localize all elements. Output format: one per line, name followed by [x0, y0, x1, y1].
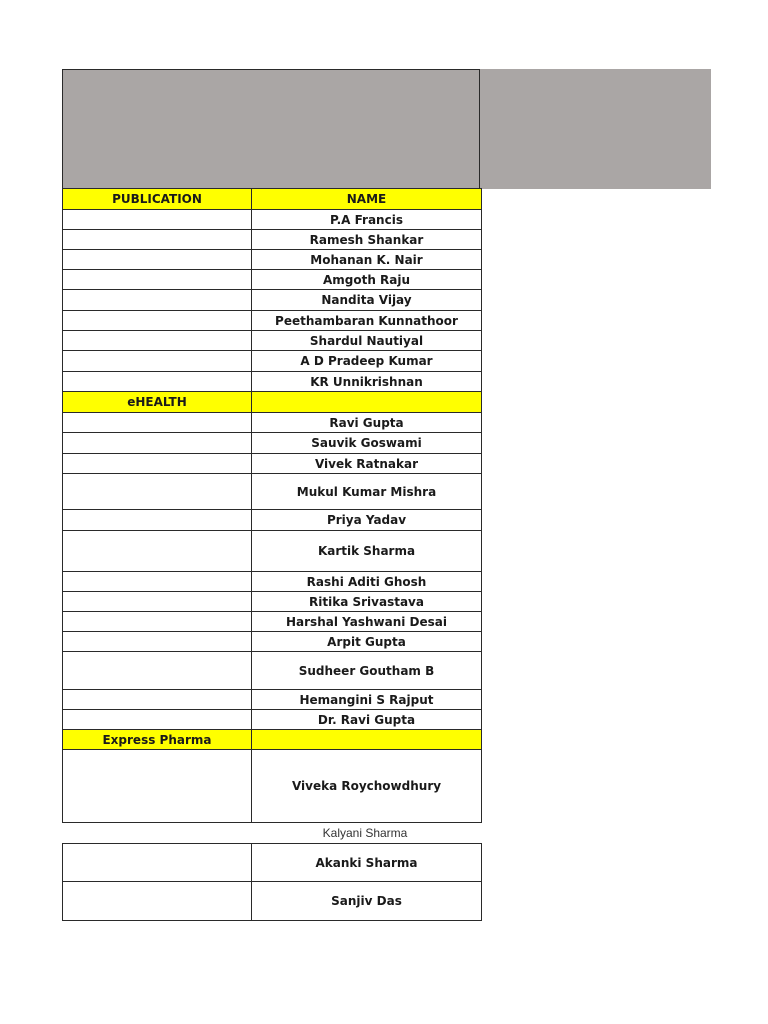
name-cell: Ravi Gupta: [252, 413, 482, 433]
publication-cell: [63, 572, 252, 592]
publication-cell: [63, 632, 252, 652]
publication-cell: [63, 372, 252, 392]
publication-cell: [63, 230, 252, 250]
name-cell: Harshal Yashwani Desai: [252, 612, 482, 632]
name-cell: Vivek Ratnakar: [252, 454, 482, 474]
table-row: [63, 572, 482, 592]
table-row: [63, 290, 482, 311]
publication-cell: [63, 210, 252, 230]
table-row: [63, 510, 482, 531]
publication-cell: [63, 454, 252, 474]
name-cell: Mukul Kumar Mishra: [252, 474, 482, 510]
name-cell: Sauvik Goswami: [252, 433, 482, 454]
roster-table-continued: [62, 843, 482, 921]
publication-cell: [63, 531, 252, 572]
table-row: [63, 270, 482, 290]
column-header-publication: PUBLICATION: [63, 189, 252, 210]
publication-cell: [63, 652, 252, 690]
table-row: [63, 690, 482, 710]
publication-cell: [63, 474, 252, 510]
name-cell: Akanki Sharma: [252, 844, 482, 882]
name-cell: Sudheer Goutham B: [252, 652, 482, 690]
name-cell: Nandita Vijay: [252, 290, 482, 311]
name-cell: Peethambaran Kunnathoor: [252, 311, 482, 331]
name-cell: Sanjiv Das: [252, 882, 482, 921]
loose-name-text: Kalyani Sharma: [322, 826, 408, 840]
table-row: [63, 750, 482, 823]
column-header-name: NAME: [252, 189, 482, 210]
name-cell: P.A Francis: [252, 210, 482, 230]
publication-cell: [63, 750, 252, 823]
table-row: [63, 710, 482, 730]
table-row: [63, 413, 482, 433]
publication-cell: [63, 311, 252, 331]
header-banner-left: [62, 69, 480, 188]
table-row: [63, 331, 482, 351]
table-row: [63, 351, 482, 372]
name-cell: Mohanan K. Nair: [252, 250, 482, 270]
roster-table: [62, 188, 482, 823]
table-row: [63, 612, 482, 632]
publication-cell: [63, 882, 252, 921]
table-row: [63, 311, 482, 331]
publication-cell: Express Pharma: [63, 730, 252, 750]
publication-cell: [63, 690, 252, 710]
name-cell: Amgoth Raju: [252, 270, 482, 290]
publication-cell: [63, 433, 252, 454]
table-row: [63, 210, 482, 230]
table-row: [63, 230, 482, 250]
table-row: [63, 433, 482, 454]
name-cell: Shardul Nautiyal: [252, 331, 482, 351]
name-cell: Hemangini S Rajput: [252, 690, 482, 710]
name-cell: Kartik Sharma: [252, 531, 482, 572]
name-cell: Viveka Roychowdhury: [252, 750, 482, 823]
name-cell: [252, 392, 482, 413]
publication-cell: [63, 844, 252, 882]
publication-cell: [63, 592, 252, 612]
name-cell: A D Pradeep Kumar: [252, 351, 482, 372]
publication-cell: eHEALTH: [63, 392, 252, 413]
section-row: [63, 730, 482, 750]
table-header-row: [63, 189, 482, 210]
table-row: [63, 592, 482, 612]
name-cell: [252, 730, 482, 750]
publication-cell: [63, 351, 252, 372]
publication-cell: [63, 510, 252, 531]
publication-cell: [63, 270, 252, 290]
table-row: [63, 652, 482, 690]
table-row: [63, 882, 482, 921]
section-row: [63, 392, 482, 413]
table-row: [63, 531, 482, 572]
header-banner-right: [480, 69, 711, 189]
publication-cell: [63, 612, 252, 632]
name-cell: Dr. Ravi Gupta: [252, 710, 482, 730]
name-cell: Rashi Aditi Ghosh: [252, 572, 482, 592]
name-cell: Ramesh Shankar: [252, 230, 482, 250]
name-cell: Arpit Gupta: [252, 632, 482, 652]
publication-cell: [63, 331, 252, 351]
table-row: [63, 250, 482, 270]
publication-cell: [63, 710, 252, 730]
table-row: [63, 454, 482, 474]
publication-cell: [63, 290, 252, 311]
name-cell: Ritika Srivastava: [252, 592, 482, 612]
table-row: [63, 844, 482, 882]
name-cell: Priya Yadav: [252, 510, 482, 531]
table-row: [63, 632, 482, 652]
name-cell: KR Unnikrishnan: [252, 372, 482, 392]
publication-cell: [63, 250, 252, 270]
publication-cell: [63, 413, 252, 433]
table-row: [63, 372, 482, 392]
table-row: [63, 474, 482, 510]
